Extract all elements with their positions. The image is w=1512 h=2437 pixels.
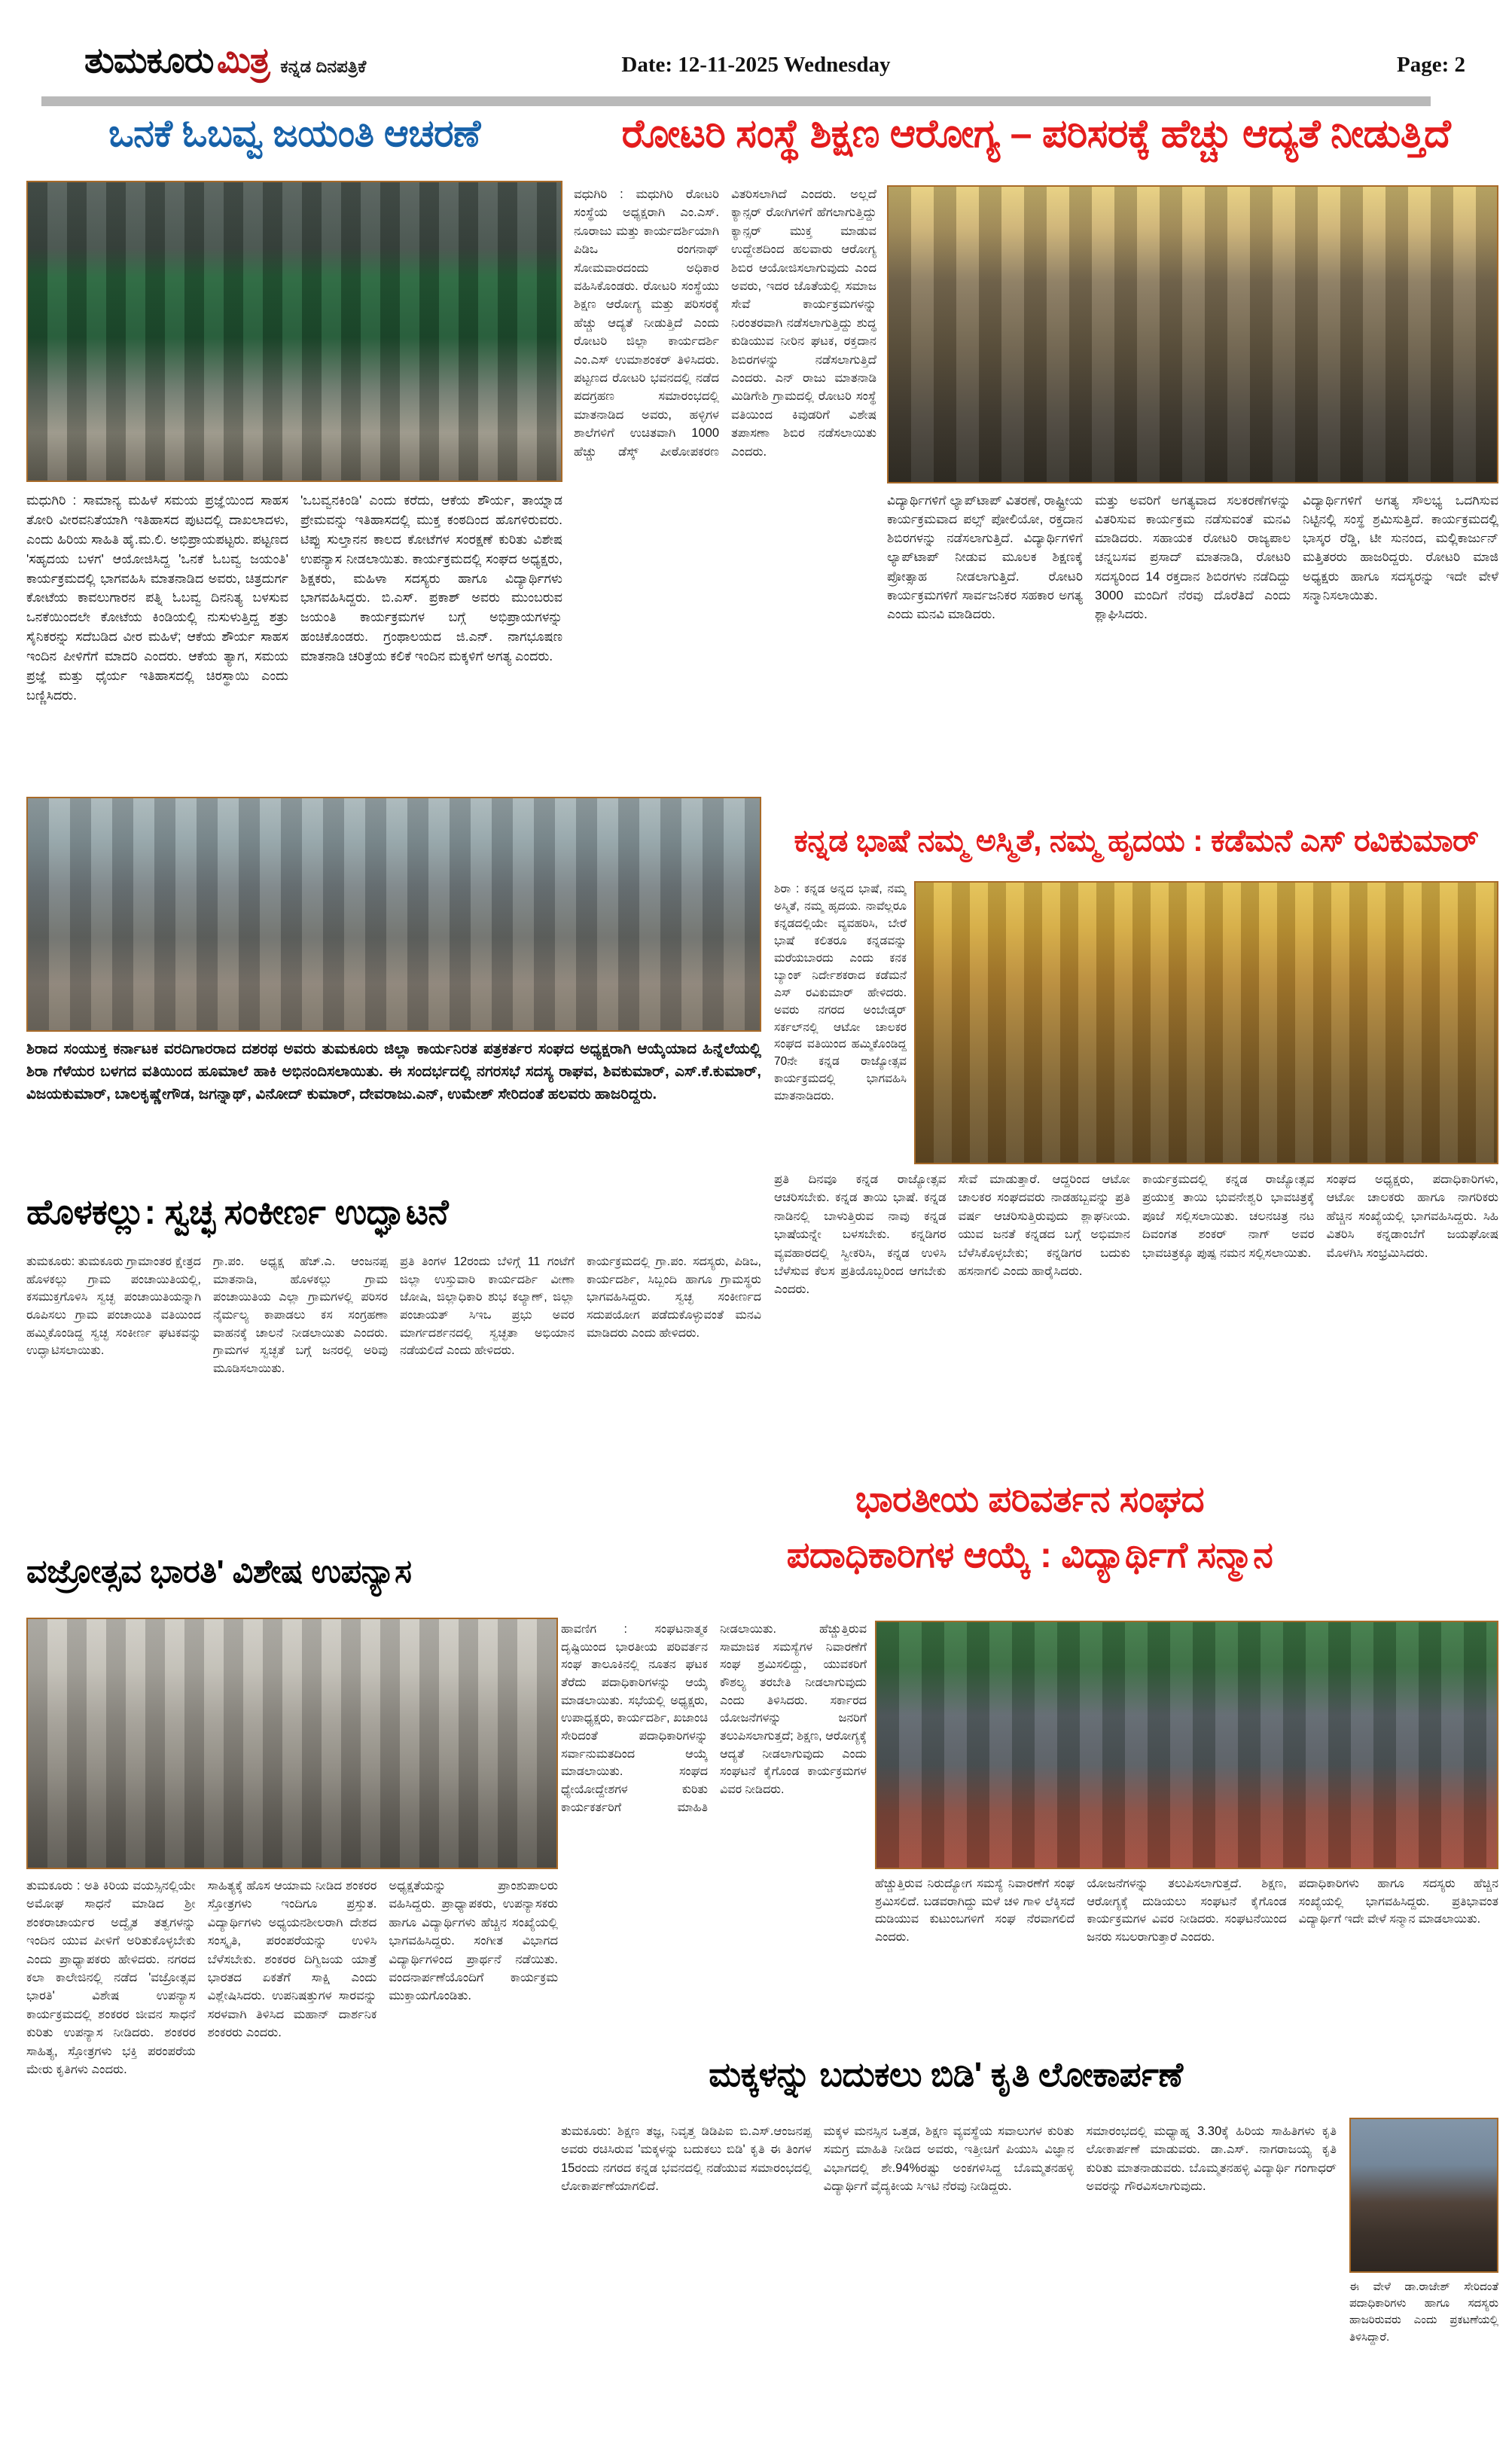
body-column: ವಧುಗಿರಿ : ಮಧುಗಿರಿ ರೋಟರಿ ಸಂಸ್ಥೆಯ ಅಧ್ಯಕ್ಷರಾಗಿ ಎಂ.ಎಸ್. ನೂರಾಜು ಮತ್ತು ಕಾರ್ಯದರ್ಶಿಯಾಗಿ ಪಿಡಿಒ ರಂಗನಾಥ್ ಸೋಮವಾರದಂದು ಅಧಿಕಾರ ವಹಿಸಿಕೊಂಡರು. ರೋಟರಿ ಸಂಸ್ಥೆಯು ಶಿಕ್ಷಣ ಆರೋಗ್ಯ ಮತ್ತು ಪರಿಸರಕ್ಕೆ ಹೆಚ್ಚು ಆದ್ಯತೆ ನೀಡುತ್ತಿದೆ ಎಂದು ರೋಟರಿ ಜಿಲ್ಲಾ ಕಾರ್ಯದರ್ಶಿ ಎಂ.ಎಸ್ ಉಮಾಶಂಕರ್ ತಿಳಿಸಿದರು. ಪಟ್ಟಣದ ರೋಟರಿ ಭವನದಲ್ಲಿ ನಡೆದ ಪದಗ್ರಹಣ ಸಮಾರಂಭದಲ್ಲಿ ಮಾತನಾಡಿದ ಅವರು, ಹಳ್ಳಿಗಳ ಶಾಲೆಗಳಿಗೆ ಉಚಿತವಾಗಿ 1000 ಹೆಚ್ಚು ಡೆಸ್ಕ್ ಪೀಠೋಪಕರಣ ವಿತರಿಸಲಾಗಿದೆ ಎಂದರು. ಅಲ್ಲದೆ ಕ್ಯಾನ್ಸರ್ ರೋಗಿಗಳಿಗೆ ಹೆಗಲಾಗುತ್ತಿದ್ದು ಕ್ಯಾನ್ಸರ್ ಮುಕ್ತ ಮಾಡುವ ಉದ್ದೇಶದಿಂದ ಹಲವಾರು ಆರೋಗ್ಯ ಶಿಬಿರ ಆಯೋಜಿಸಲಾಗುವುದು ಎಂದ ಅವರು, ಇದರ ಜೊತೆಯಲ್ಲಿ ಸಮಾಜ ಸೇವೆ ಕಾರ್ಯಕ್ರಮಗಳನ್ನು ನಿರಂತರವಾಗಿ ನಡೆಸಲಾಗುತ್ತಿದ್ದು ಶುದ್ಧ ಕುಡಿಯುವ ನೀರಿನ ಘಟಕ, ರಕ್ತದಾನ ಶಿಬಿರಗಳನ್ನು ನಡೆಸಲಾಗುತ್ತಿದೆ ಎಂದರು. ಎನ್ ರಾಜು ಮಾತನಾಡಿ ಮಿಡಿಗೇಶಿ ಗ್ರಾಮದಲ್ಲಿ ರೋಟರಿ ಸಂಸ್ಥೆ ವತಿಯಿಂದ ಕಿವುಡರಿಗೆ ವಿಶೇಷ ತಪಾಸಣಾ ಶಿಬಿರ ನಡೆಸಲಾಯಿತು ಎಂದರು. <box>574 188 876 459</box>
body-column: ಹೆಚ್ಚುತ್ತಿರುವ ನಿರುದ್ಯೋಗ ಸಮಸ್ಯೆ ನಿವಾರಣೆಗೆ ಸಂಘ ಶ್ರಮಿಸಲಿದೆ. ಬಡವರಾಗಿದ್ದು ಮಳೆ ಚಳಿ ಗಾಳಿ ಲೆಕ್ಕಿಸದೆ ದುಡಿಯುವ ಕುಟುಂಬಗಳಿಗೆ ಸಂಘ ನೆರವಾಗಲಿದೆ ಎಂದರು. <box>875 1877 1075 1944</box>
body-column: ತುಮಕೂರು: ತುಮಕೂರು ಗ್ರಾಮಾಂತರ ಕ್ಷೇತ್ರದ ಹೊಳಕಲ್ಲು ಗ್ರಾಮ ಪಂಚಾಯಿತಿಯಲ್ಲಿ, ಕಸಮುಕ್ತಗೊಳಿಸಿ ಸ್ವಚ್ಛ ಪಂಚಾಯಿತಿಯನ್ನಾಗಿ ರೂಪಿಸಲು ಗ್ರಾಮ ಪಂಚಾಯಿತಿ ವತಿಯಿಂದ ಹಮ್ಮಿಕೊಂಡಿದ್ದ ಸ್ವಚ್ಛ ಸಂಕೀರ್ಣ ಘಟಕವನ್ನು ಉದ್ಘಾಟಿಸಲಾಯಿತು. <box>26 1255 201 1358</box>
photo-author-portrait <box>1349 2118 1498 2273</box>
article-parivartana-lead <box>561 1621 867 2051</box>
headline-makkalu: ಮಕ್ಕಳನ್ನು ಬದುಕಲು ಬಿಡಿ' ಕೃತಿ ಲೋಕಾರ್ಪಣೆ <box>709 2055 1183 2094</box>
body-column: ಅಧ್ಯಕ್ಷತೆಯನ್ನು ಪ್ರಾಂಶುಪಾಲರು ವಹಿಸಿದ್ದರು. ಪ್ರಾಧ್ಯಾಪಕರು, ಉಪನ್ಯಾಸಕರು ಹಾಗೂ ವಿದ್ಯಾರ್ಥಿಗಳು ಹೆಚ್ಚಿನ ಸಂಖ್ಯೆಯಲ್ಲಿ ಭಾಗವಹಿಸಿದ್ದರು. ಸಂಗೀತ ವಿಭಾಗದ ವಿದ್ಯಾರ್ಥಿಗಳಿಂದ ಪ್ರಾರ್ಥನೆ ನಡೆಯಿತು. ವಂದನಾರ್ಪಣೆಯೊಂದಿಗೆ ಕಾರ್ಯಕ್ರಮ ಮುಕ್ತಾಯಗೊಂಡಿತು. <box>389 1879 558 2003</box>
body-column: 'ಒಬವ್ವನಕಿಂಡಿ' ಎಂದು ಕರೆದು, ಆಕೆಯ ಶೌರ್ಯ, ತಾಯ್ನಾಡ ಪ್ರೇಮವನ್ನು ಇತಿಹಾಸದಲ್ಲಿ ಮುಕ್ತ ಕಂಠದಿಂದ ಹೊಗಳಿರುವರು. ಟಿಪ್ಪು ಸುಲ್ತಾನನ ಕಾಲದ ಕೋಟೆಗಳ ಸಂರಕ್ಷಣೆ ಕುರಿತು ವಿಶೇಷ ಉಪನ್ಯಾಸ ನೀಡಲಾಯಿತು. ಕಾರ್ಯಕ್ರಮದಲ್ಲಿ ಸಂಘದ ಅಧ್ಯಕ್ಷರು, ಶಿಕ್ಷಕರು, ಮಹಿಳಾ ಸದಸ್ಯರು ಹಾಗೂ ವಿದ್ಯಾರ್ಥಿಗಳು ಭಾಗವಹಿಸಿದ್ದರು. ಬಿ.ಎಸ್. ಪ್ರಕಾಶ್ ಅವರು ಮುಂಬರುವ ಜಯಂತಿ ಕಾರ್ಯಕ್ರಮಗಳ ಬಗ್ಗೆ ಅಭಿಪ್ರಾಯಗಳನ್ನು ಹಂಚಿಕೊಂಡರು. ಗ್ರಂಥಾಲಯದ ಜಿ.ಎನ್. ನಾಗಭೂಷಣ ಮಾತನಾಡಿ ಚರಿತ್ರೆಯ ಕಲಿಕೆ ಇಂದಿನ ಮಕ್ಕಳಿಗೆ ಅಗತ್ಯ ಎಂದರು. <box>300 493 562 664</box>
photo-vajrotsava-lecture <box>26 1618 558 1869</box>
date-label: Date: 12-11-2025 Wednesday <box>621 53 891 77</box>
body-column: ಕಾರ್ಯಕ್ರಮದಲ್ಲಿ ಗ್ರಾ.ಪಂ. ಸದಸ್ಯರು, ಪಿಡಿಒ, ಕಾರ್ಯದರ್ಶಿ, ಸಿಬ್ಬಂದಿ ಹಾಗೂ ಗ್ರಾಮಸ್ಥರು ಭಾಗವಹಿಸಿದ್ದರು. ಸ್ವಚ್ಛ ಸಂಕೀರ್ಣದ ಸದುಪಯೋಗ ಪಡೆದುಕೊಳ್ಳುವಂತೆ ಮನವಿ ಮಾಡಿದರು ಎಂದು ಹೇಳಿದರು. <box>587 1255 761 1340</box>
photo-dasharatha-felicitation <box>26 797 761 1032</box>
body-column: ಹಾವಣಿಗ : ಸಂಘಟನಾತ್ಮಕ ದೃಷ್ಟಿಯಿಂದ ಭಾರತೀಯ ಪರಿವರ್ತನ ಸಂಘ ತಾಲೂಕಿನಲ್ಲಿ ನೂತನ ಘಟಕ ತೆರೆದು ಪದಾಧಿಕಾರಿಗಳನ್ನು ಆಯ್ಕೆ ಮಾಡಲಾಯಿತು. ಸಭೆಯಲ್ಲಿ ಅಧ್ಯಕ್ಷರು, ಉಪಾಧ್ಯಕ್ಷರು, ಕಾರ್ಯದರ್ಶಿ, ಖಜಾಂಚಿ ಸೇರಿದಂತೆ ಪದಾಧಿಕಾರಿಗಳನ್ನು ಸರ್ವಾನುಮತದಿಂದ ಆಯ್ಕೆ ಮಾಡಲಾಯಿತು. ಸಂಘದ ಧ್ಯೇಯೋದ್ದೇಶಗಳ ಕುರಿತು ಕಾರ್ಯಕರ್ತರಿಗೆ ಮಾಹಿತಿ ನೀಡಲಾಯಿತು. ಹೆಚ್ಚುತ್ತಿರುವ ಸಾಮಾಜಿಕ ಸಮಸ್ಯೆಗಳ ನಿವಾರಣೆಗೆ ಸಂಘ ಶ್ರಮಿಸಲಿದ್ದು, ಯುವಕರಿಗೆ ಕೌಶಲ್ಯ ತರಬೇತಿ ನೀಡಲಾಗುವುದು ಎಂದು ತಿಳಿಸಿದರು. ಸರ್ಕಾರದ ಯೋಜನೆಗಳನ್ನು ಜನರಿಗೆ ತಲುಪಿಸಲಾಗುತ್ತದೆ; ಶಿಕ್ಷಣ, ಆರೋಗ್ಯಕ್ಕೆ ಆದ್ಯತೆ ನೀಡಲಾಗುವುದು ಎಂದು ಸಂಘಟನೆ ಕೈಗೊಂಡ ಕಾರ್ಯಕ್ರಮಗಳ ವಿವರ ನೀಡಿದರು. <box>561 1623 867 1814</box>
body-column: ಈ ವೇಳೆ ಡಾ.ರಾಜೇಶ್ ಸೇರಿದಂತೆ ಪದಾಧಿಕಾರಿಗಳು ಹಾಗೂ ಸದಸ್ಯರು ಹಾಜರಿರುವರು ಎಂದು ಪ್ರಕಟಣೆಯಲ್ಲಿ ತಿಳಿಸಿದ್ದಾರೆ. <box>1349 2280 1498 2344</box>
article-bhashe-side-column <box>774 881 907 1164</box>
body-column: ಪದಾಧಿಕಾರಿಗಳು ಹಾಗೂ ಸದಸ್ಯರು ಹೆಚ್ಚಿನ ಸಂಖ್ಯೆಯಲ್ಲಿ ಭಾಗವಹಿಸಿದ್ದರು. ಪ್ರತಿಭಾವಂತ ವಿದ್ಯಾರ್ಥಿಗೆ ಇದೇ ವೇಳೆ ಸನ್ಮಾನ ಮಾಡಲಾಯಿತು. <box>1298 1877 1498 1926</box>
article-makkalu-body <box>561 2122 1337 2393</box>
body-column: ಸೇವೆ ಮಾಡುತ್ತಾರೆ. ಆದ್ದರಿಂದ ಆಟೋ ಚಾಲಕರ ಸಂಘದವರು ನಾಡಹಬ್ಬವನ್ನು ಪ್ರತಿ ವರ್ಷ ಆಚರಿಸುತ್ತಿರುವುದು ಶ್ಲಾಘನೀಯ. ಯುವ ಜನತೆ ಕನ್ನಡದ ಬಗ್ಗೆ ಅಭಿಮಾನ ಬೆಳೆಸಿಕೊಳ್ಳಬೇಕು; ಕನ್ನಡಿಗರ ಬದುಕು ಹಸನಾಗಲಿ ಎಂದು ಹಾರೈಸಿದರು. <box>958 1173 1130 1279</box>
body-column: ಮಕ್ಕಳ ಮನಸ್ಸಿನ ಒತ್ತಡ, ಶಿಕ್ಷಣ ವ್ಯವಸ್ಥೆಯ ಸವಾಲುಗಳ ಕುರಿತು ಸಮಗ್ರ ಮಾಹಿತಿ ನೀಡಿದ ಅವರು, ಇತ್ತೀಚಿಗೆ ಪಿಯುಸಿ ವಿಜ್ಞಾನ ವಿಭಾಗದಲ್ಲಿ ಶೇ.94%ರಷ್ಟು ಅಂಕಗಳಿಸಿದ್ದ ಬೊಮ್ಮತನಹಳ್ಳಿ ವಿದ್ಯಾರ್ಥಿಗೆ ವೈದ್ಯಕೀಯ ಸಿಇಟಿ ನೆರವು ನೀಡಿದ್ದರು. <box>823 2124 1075 2194</box>
body-column: ಯೋಜನೆಗಳನ್ನು ತಲುಪಿಸಲಾಗುತ್ತದೆ. ಶಿಕ್ಷಣ, ಆರೋಗ್ಯಕ್ಕೆ ದುಡಿಯಲು ಸಂಘಟನೆ ಕೈಗೊಂಡ ಕಾರ್ಯಕ್ರಮಗಳ ವಿವರ ನೀಡಿದರು. ಸಂಘಟನೆಯಿಂದ ಜನರು ಸಬಲರಾಗುತ್ತಾರೆ ಎಂದರು. <box>1087 1877 1287 1944</box>
headline-line: ಪದಾಧಿಕಾರಿಗಳ ಆಯ್ಕೆ : ವಿದ್ಯಾರ್ಥಿಗೆ ಸನ್ಮಾನ <box>786 1536 1273 1576</box>
headline-line: ಭಾರತೀಯ ಪರಿವರ್ತನ ಸಂಘದ <box>855 1480 1205 1520</box>
masthead-title-black: ತುಮಕೂರು <box>84 40 214 80</box>
masthead-title-red: ಮಿತ್ರ <box>216 40 270 80</box>
photo-rajyotsava-crowd <box>914 881 1498 1164</box>
page-number-label: Page: 2 <box>1397 53 1465 77</box>
body-column: ತುಮಕೂರು : ಅತಿ ಕಿರಿಯ ವಯಸ್ಸಿನಲ್ಲಿಯೇ ಅಮೋಘ ಸಾಧನೆ ಮಾಡಿದ ಶ್ರೀ ಶಂಕರಾಚಾರ್ಯರ ಅದ್ವೈತ ತತ್ವಗಳನ್ನು ಇಂದಿನ ಯುವ ಪೀಳಿಗೆ ಅರಿತುಕೊಳ್ಳಬೇಕು ಎಂದು ಪ್ರಾಧ್ಯಾಪಕರು ಹೇಳಿದರು. ನಗರದ ಕಲಾ ಕಾಲೇಜಿನಲ್ಲಿ ನಡೆದ 'ವಜ್ರೋತ್ಸವ ಭಾರತಿ' ವಿಶೇಷ ಉಪನ್ಯಾಸ ಕಾರ್ಯಕ್ರಮದಲ್ಲಿ ಶಂಕರರ ಜೀವನ ಸಾಧನೆ ಕುರಿತು ಉಪನ್ಯಾಸ ನೀಡಿದರು. ಶಂಕರರ ಸಾಹಿತ್ಯ, ಸ್ತೋತ್ರಗಳು ಭಕ್ತಿ ಪರಂಪರೆಯ ಮೇರು ಕೃತಿಗಳು ಎಂದರು. <box>26 1879 196 2077</box>
body-column: ವಿದ್ಯಾರ್ಥಿಗಳಿಗೆ ಲ್ಯಾಪ್‌ಟಾಪ್ ವಿತರಣೆ, ರಾಷ್ಟ್ರೀಯ ಕಾರ್ಯಕ್ರಮವಾದ ಪಲ್ಸ್ ಪೋಲಿಯೋ, ರಕ್ತದಾನ ಶಿಬಿರಗಳನ್ನು ನಡೆಸಲಾಗುತ್ತಿದೆ. ವಿದ್ಯಾರ್ಥಿಗಳಿಗೆ ಲ್ಯಾಪ್‌ಟಾಪ್ ನೀಡುವ ಮೂಲಕ ಶಿಕ್ಷಣಕ್ಕೆ ಪ್ರೋತ್ಸಾಹ ನೀಡಲಾಗುತ್ತಿದೆ. ರೋಟರಿ ಕಾರ್ಯಕ್ರಮಗಳಿಗೆ ಸಾರ್ವಜನಿಕರ ಸಹಕಾರ ಅಗತ್ಯ ಎಂದು ಮನವಿ ಮಾಡಿದರು. <box>887 493 1083 621</box>
body-column: ಸಮಾರಂಭದಲ್ಲಿ ಮಧ್ಯಾಹ್ನ 3.30ಕ್ಕೆ ಹಿರಿಯ ಸಾಹಿತಿಗಳು ಕೃತಿ ಲೋಕಾರ್ಪಣೆ ಮಾಡುವರು. ಡಾ.ಎಸ್. ನಾಗರಾಜಯ್ಯ ಕೃತಿ ಕುರಿತು ಮಾತನಾಡುವರು. ಬೊಮ್ಮತನಹಳ್ಳಿ ವಿದ್ಯಾರ್ಥಿ ಗಂಗಾಧರ್ ಅವರನ್ನು ಗೌರವಿಸಲಾಗುವುದು. <box>1086 2124 1337 2194</box>
masthead-subtitle: ಕನ್ನಡ ದಿನಪತ್ರಿಕೆ <box>280 56 367 76</box>
headline-parivartana <box>561 1472 1498 1617</box>
photo-parivartana-members <box>875 1621 1498 1869</box>
article-obavva-body <box>26 491 562 791</box>
body-column: ಮತ್ತು ಅವರಿಗೆ ಅಗತ್ಯವಾದ ಸಲಕರಣೆಗಳನ್ನು ವಿತರಿಸುವ ಕಾರ್ಯಕ್ರಮ ನಡೆಸುವಂತೆ ಮನವಿ ಮಾಡಿದರು. ಸಹಾಯಕ ರೋಟರಿ ರಾಜ್ಯಪಾಲ ಚನ್ನಬಸವ ಪ್ರಸಾದ್ ಮಾತನಾಡಿ, ರೋಟರಿ ಸದಸ್ಯರಿಂದ 14 ರಕ್ತದಾನ ಶಿಬಿರಗಳು ನಡೆದಿದ್ದು 3000 ಮಂದಿಗೆ ನೆರವು ದೊರೆತಿದೆ ಎಂದು ಶ್ಲಾಘಿಸಿದರು. <box>1095 493 1291 621</box>
article-bhashe-body <box>774 1170 1498 1467</box>
photo-rotary-installation <box>887 185 1498 483</box>
headline-onake-obavva: ಒನಕೆ ಓಬವ್ವ ಜಯಂತಿ ಆಚರಣೆ <box>108 112 480 154</box>
body-column: ಗ್ರಾ.ಪಂ. ಅಧ್ಯಕ್ಷ ಹೆಚ್.ಎ. ಆಂಜನಪ್ಪ ಮಾತನಾಡಿ, ಹೊಳಕಲ್ಲು ಗ್ರಾಮ ಪಂಚಾಯಿತಿಯ ಎಲ್ಲಾ ಗ್ರಾಮಗಳಲ್ಲಿ ಪರಿಸರ ನೈರ್ಮಲ್ಯ ಕಾಪಾಡಲು ಕಸ ಸಂಗ್ರಹಣಾ ವಾಹನಕ್ಕೆ ಚಾಲನೆ ನೀಡಲಾಯಿತು ಎಂದರು. ಗ್ರಾಮಗಳ ಸ್ವಚ್ಛತೆ ಬಗ್ಗೆ ಜನರಲ್ಲಿ ಅರಿವು ಮೂಡಿಸಲಾಯಿತು. <box>213 1255 388 1376</box>
body-column: ಪ್ರತಿ ದಿನವೂ ಕನ್ನಡ ರಾಜ್ಯೋತ್ಸವ ಆಚರಿಸಬೇಕು. ಕನ್ನಡ ತಾಯಿ ಭಾಷೆ. ಕನ್ನಡ ನಾಡಿನಲ್ಲಿ ಬಾಳುತ್ತಿರುವ ನಾವು ಕನ್ನಡ ಭಾಷೆಯನ್ನೇ ಬಳಸಬೇಕು. ಕನ್ನಡಿಗರ ವ್ಯವಹಾರದಲ್ಲಿ ಸ್ವೀಕರಿಸಿ, ಕನ್ನಡ ಉಳಿಸಿ ಬೆಳೆಸುವ ಕೆಲಸ ಪ್ರತಿಯೊಬ್ಬರಿಂದ ಆಗಬೇಕು ಎಂದರು. <box>774 1173 947 1297</box>
body-column: ವಿದ್ಯಾರ್ಥಿಗಳಿಗೆ ಅಗತ್ಯ ಸೌಲಭ್ಯ ಒದಗಿಸುವ ನಿಟ್ಟಿನಲ್ಲಿ ಸಂಸ್ಥೆ ಶ್ರಮಿಸುತ್ತಿದೆ. ಕಾರ್ಯಕ್ರಮದಲ್ಲಿ ಭಾಸ್ಕರ ರೆಡ್ಡಿ, ಟೀ ಸುನಂದ, ಮಲ್ಲಿಕಾರ್ಜುನ್ ಮತ್ತಿತರರು ಹಾಜರಿದ್ದರು. ರೋಟರಿ ಮಾಜಿ ಅಧ್ಯಕ್ಷರು ಹಾಗೂ ಸದಸ್ಯರನ್ನು ಇದೇ ವೇಳೆ ಸನ್ಮಾನಿಸಲಾಯಿತು. <box>1303 493 1498 602</box>
article-rotary-body <box>887 491 1498 819</box>
body-column: ಪ್ರತಿ ತಿಂಗಳ 12ರಂದು ಬೆಳಿಗ್ಗೆ 11 ಗಂಟೆಗೆ ಜಿಲ್ಲಾ ಉಸ್ತುವಾರಿ ಕಾರ್ಯದರ್ಶಿ ವೀಣಾ ಜೋಷಿ, ಜಿಲ್ಲಾಧಿಕಾರಿ ಶುಭ ಕಲ್ಯಾಣ್, ಜಿಲ್ಲಾ ಪಂಚಾಯತ್ ಸಿಇಒ ಪ್ರಭು ಅವರ ಮಾರ್ಗದರ್ಶನದಲ್ಲಿ ಸ್ವಚ್ಛತಾ ಅಭಿಯಾನ ನಡೆಯಲಿದೆ ಎಂದು ಹೇಳಿದರು. <box>400 1255 575 1358</box>
body-column: ತುಮಕೂರು: ಶಿಕ್ಷಣ ತಜ್ಞ, ನಿವೃತ್ತ ಡಿಡಿಪಿಐ ಬಿ.ಎಸ್.ಆಂಜನಪ್ಪ ಅವರು ರಚಿಸಿರುವ 'ಮಕ್ಕಳನ್ನು ಬದುಕಲು ಬಿಡಿ' ಕೃತಿ ಈ ತಿಂಗಳ 15ರಂದು ನಗರದ ಕನ್ನಡ ಭವನದಲ್ಲಿ ನಡೆಯುವ ಸಮಾರಂಭದಲ್ಲಿ ಲೋಕಾರ್ಪಣೆಯಾಗಲಿದೆ. <box>561 2124 812 2194</box>
body-column: ಸಂಘದ ಅಧ್ಯಕ್ಷರು, ಪದಾಧಿಕಾರಿಗಳು, ಆಟೋ ಚಾಲಕರು ಹಾಗೂ ನಾಗರಿಕರು ಹೆಚ್ಚಿನ ಸಂಖ್ಯೆಯಲ್ಲಿ ಭಾಗವಹಿಸಿದ್ದರು. ಸಿಹಿ ವಿತರಿಸಿ ಕನ್ನಡಾಂಬೆಗೆ ಜಯಘೋಷ ಮೊಳಗಿಸಿ ಸಂಭ್ರಮಿಸಿದರು. <box>1326 1173 1498 1260</box>
photo-caption-dasharatha: ಶಿರಾದ ಸಂಯುಕ್ತ ಕರ್ನಾಟಕ ವರದಿಗಾರರಾದ ದಶರಥ ಅವರು ತುಮಕೂರು ಜಿಲ್ಲಾ ಕಾರ್ಯನಿರತ ಪತ್ರಕರ್ತರ ಸಂಘದ ಅಧ್ಯಕ್ಷರಾಗಿ ಆಯ್ಕೆಯಾದ ಹಿನ್ನೆಲೆಯಲ್ಲಿ ಶಿರಾ ಗೆಳೆಯರ ಬಳಗದ ವತಿಯಿಂದ ಹೂಮಾಲೆ ಹಾಕಿ ಅಭಿನಂದಿಸಲಾಯಿತು. ಈ ಸಂದರ್ಭದಲ್ಲಿ ನಗರಸಭೆ ಸದಸ್ಯ ರಾಘವ, ಶಿವಕುಮಾರ್, ಎಸ್.ಕೆ.ಕುಮಾರ್, ವಿಜಯಕುಮಾರ್, ಬಾಲಕೃಷ್ಣೇಗೌಡ, ಜಗನ್ನಾಥ್, ವಿನೋದ್ ಕುಮಾರ್, ದೇವರಾಜು.ಎನ್, ಉಮೇಶ್ ಸೇರಿದಂತೆ ಹಲವರು ಹಾಜರಿದ್ದರು. <box>26 1041 761 1103</box>
headline-holakallu: ಹೊಳಕಲ್ಲು: ಸ್ವಚ್ಛ ಸಂಕೀರ್ಣ ಉದ್ಘಾಟನೆ <box>26 1192 449 1231</box>
photo-obavva-jayanti-group <box>26 181 562 482</box>
article-makkalu-last-column <box>1349 2279 1498 2393</box>
body-column: ಶಿರಾ : ಕನ್ನಡ ಅನ್ನದ ಭಾಷೆ, ನಮ್ಮ ಅಸ್ಮಿತೆ, ನಮ್ಮ ಹೃದಯ. ನಾವೆಲ್ಲರೂ ಕನ್ನಡದಲ್ಲಿಯೇ ವ್ಯವಹರಿಸಿ, ಬೇರೆ ಭಾಷೆ ಕಲಿತರೂ ಕನ್ನಡವನ್ನು ಮರೆಯಬಾರದು ಎಂದು ಕನಕ ಬ್ಯಾಂಕ್ ನಿರ್ದೇಶಕರಾದ ಕಡೆಮನೆ ಎಸ್ ರವಿಕುಮಾರ್ ಹೇಳಿದರು. ಅವರು ನಗರದ ಅಂಬೇಡ್ಕರ್ ಸರ್ಕಲ್‌ನಲ್ಲಿ ಆಟೋ ಚಾಲಕರ ಸಂಘದ ವತಿಯಿಂದ ಹಮ್ಮಿಕೊಂಡಿದ್ದ 70ನೇ ಕನ್ನಡ ರಾಜ್ಯೋತ್ಸವ ಕಾರ್ಯಕ್ರಮದಲ್ಲಿ ಭಾಗವಹಿಸಿ ಮಾತನಾಡಿದರು. <box>774 883 907 1103</box>
body-column: ಕಾರ್ಯಕ್ರಮದಲ್ಲಿ ಕನ್ನಡ ರಾಜ್ಯೋತ್ಸವ ಪ್ರಯುಕ್ತ ತಾಯಿ ಭುವನೇಶ್ವರಿ ಭಾವಚಿತ್ರಕ್ಕೆ ಪೂಜೆ ಸಲ್ಲಿಸಲಾಯಿತು. ಚಲನಚಿತ್ರ ನಟ ದಿವಂಗತ ಶಂಕರ್ ನಾಗ್ ಅವರ ಭಾವಚಿತ್ರಕ್ಕೂ ಪುಷ್ಪ ನಮನ ಸಲ್ಲಿಸಲಾಯಿತು. <box>1142 1173 1315 1260</box>
body-column: ಸಾಹಿತ್ಯಕ್ಕೆ ಹೊಸ ಆಯಾಮ ನೀಡಿದ ಶಂಕರರ ಸ್ತೋತ್ರಗಳು ಇಂದಿಗೂ ಪ್ರಸ್ತುತ. ವಿದ್ಯಾರ್ಥಿಗಳು ಅಧ್ಯಯನಶೀಲರಾಗಿ ದೇಶದ ಸಂಸ್ಕೃತಿ, ಪರಂಪರೆಯನ್ನು ಉಳಿಸಿ ಬೆಳೆಸಬೇಕು. ಶಂಕರರ ದಿಗ್ವಿಜಯ ಯಾತ್ರೆ ಭಾರತದ ಏಕತೆಗೆ ಸಾಕ್ಷಿ ಎಂದು ವಿಶ್ಲೇಷಿಸಿದರು. ಉಪನಿಷತ್ತುಗಳ ಸಾರವನ್ನು ಸರಳವಾಗಿ ತಿಳಿಸಿದ ಮಹಾನ್ ದಾರ್ಶನಿಕ ಶಂಕರರು ಎಂದರು. <box>207 1879 377 2040</box>
headline-rotary: ರೋಟರಿ ಸಂಸ್ಥೆ ಶಿಕ್ಷಣ ಆರೋಗ್ಯ – ಪರಿಸರಕ್ಕೆ ಹೆಚ್ಚು ಆದ್ಯತೆ ನೀಡುತ್ತಿದೆ <box>621 112 1451 156</box>
article-vajrotsava-body <box>26 1877 558 2393</box>
header-divider <box>41 96 1431 106</box>
body-column: ಮಧುಗಿರಿ : ಸಾಮಾನ್ಯ ಮಹಿಳೆ ಸಮಯ ಪ್ರಜ್ಞೆಯಿಂದ ಸಾಹಸ ತೋರಿ ವೀರವನಿತೆಯಾಗಿ ಇತಿಹಾಸದ ಪುಟದಲ್ಲಿ ದಾಖಲಾದಳು, ಎಂದು ಹಿರಿಯ ಸಾಹಿತಿ ಹೈ.ಮ.ಲಿ. ಅಭಿಪ್ರಾಯಪಟ್ಟರು. ಪಟ್ಟಣದ 'ಸಹೃದಯ ಬಳಗ' ಆಯೋಜಿಸಿದ್ದ 'ಒನಕೆ ಓಬವ್ವ ಜಯಂತಿ' ಕಾರ್ಯಕ್ರಮದಲ್ಲಿ ಭಾಗವಹಿಸಿ ಮಾತನಾಡಿದ ಅವರು, ಚಿತ್ರದುರ್ಗ ಕೋಟೆಯ ಕಾವಲುಗಾರನ ಪತ್ನಿ ಓಬವ್ವ ದಿನನಿತ್ಯ ಬಳಸುವ ಒನಕೆಯಿಂದಲೇ ಕೋಟೆಯ ಕಿಂಡಿಯಲ್ಲಿ ನುಸುಳುತ್ತಿದ್ದ ಶತ್ರು ಸೈನಿಕರನ್ನು ಸದೆಬಡಿದ ವೀರ ಮಹಿಳೆ; ಆಕೆಯ ಶೌರ್ಯ ಸಾಹಸ ಇಂದಿನ ಪೀಳಿಗೆಗೆ ಮಾದರಿ ಎಂದರು. ಆಕೆಯ ತ್ಯಾಗ, ಸಮಯ ಪ್ರಜ್ಞೆ ಮತ್ತು ಧೈರ್ಯ ಇತಿಹಾಸದಲ್ಲಿ ಚಿರಸ್ಥಾಯಿ ಎಂದು ಬಣ್ಣಿಸಿದರು. <box>26 493 288 703</box>
article-rotary-lead <box>574 185 876 819</box>
headline-vajrotsava: ವಜ್ರೋತ್ಸವ ಭಾರತಿ' ವಿಶೇಷ ಉಪನ್ಯಾಸ <box>26 1554 412 1590</box>
headline-kannada-bhashe: ಕನ್ನಡ ಭಾಷೆ ನಮ್ಮ ಅಸ್ಮಿತೆ, ನಮ್ಮ ಹೃದಯ : ಕಡೆಮನೆ ಎಸ್ ರವಿಕುಮಾರ್ <box>794 823 1479 858</box>
article-parivartana-body <box>875 1875 1498 2050</box>
